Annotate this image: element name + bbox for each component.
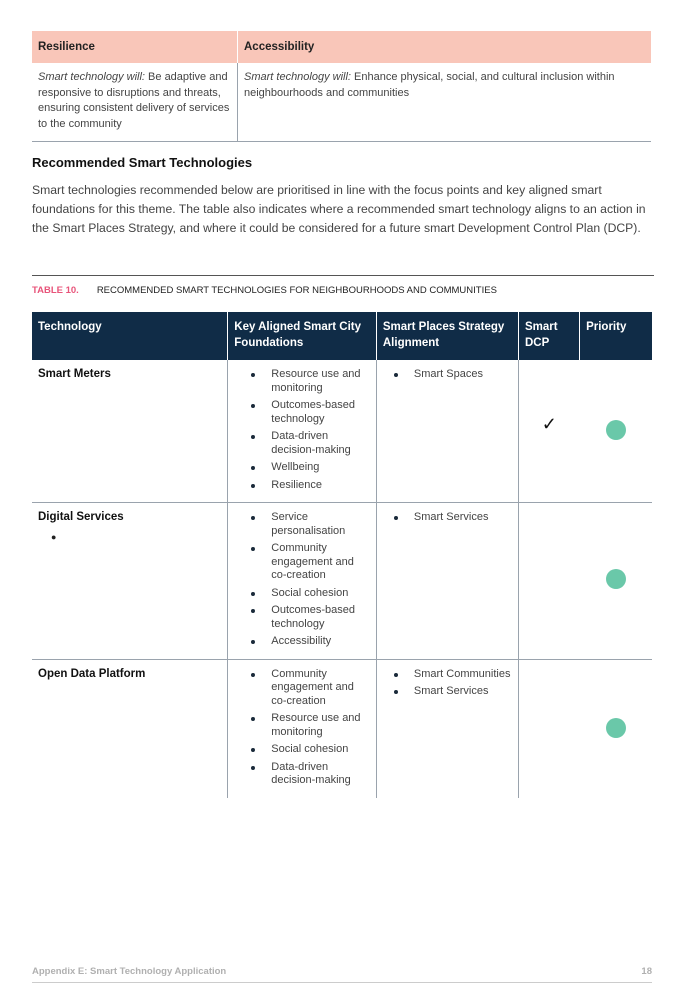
- focus-header-accessibility: Accessibility: [238, 31, 652, 63]
- list-item: Community engagement and co-creation: [234, 668, 370, 709]
- header-dcp: Smart DCP: [518, 312, 579, 360]
- list-item: Community engagement and co-creation: [234, 542, 370, 583]
- list-item: Smart Services: [383, 685, 512, 699]
- technology-cell: [32, 503, 228, 660]
- focus-text: Be adaptive and responsive to disruptions and threats, ensuring consistent delivery of services to the community: [38, 71, 230, 130]
- table-number: TABLE 10.: [32, 285, 79, 296]
- caption-divider: [32, 275, 654, 276]
- technology-name: Digital Services: [38, 511, 124, 523]
- foundations-cell: [228, 503, 377, 660]
- alignment-cell: [376, 659, 518, 798]
- footer-section-label: Appendix E: Smart Technology Application: [32, 966, 227, 977]
- table-caption: [32, 285, 497, 296]
- priority-dot-icon: [606, 420, 626, 440]
- list-item: Outcomes-based technology: [234, 399, 370, 426]
- header-technology: Technology: [32, 312, 228, 360]
- table-row: [32, 360, 652, 503]
- checkmark-icon: ✓: [541, 414, 557, 434]
- priority-dot-icon: [606, 718, 626, 738]
- table-row: [32, 503, 652, 660]
- list-item: Outcomes-based technology: [234, 604, 370, 631]
- alignment-list: [383, 368, 512, 382]
- focus-lead: Smart technology will:: [38, 71, 145, 83]
- list-item: Smart Spaces: [383, 368, 512, 382]
- technology-name: Smart Meters: [38, 368, 111, 380]
- foundations-cell: [228, 360, 377, 503]
- list-item: Smart Communities: [383, 668, 512, 682]
- list-item: Data-driven decision-making: [234, 430, 370, 457]
- table-row: [32, 659, 652, 798]
- alignment-cell: [376, 503, 518, 660]
- dcp-cell: [518, 659, 579, 798]
- footer-divider: [32, 982, 652, 983]
- list-item: Resource use and monitoring: [234, 712, 370, 739]
- table-title: RECOMMENDED SMART TECHNOLOGIES FOR NEIGHBOURHOODS AND COMMUNITIES: [96, 285, 497, 296]
- technology-cell: [32, 659, 228, 798]
- page-number: 18: [641, 966, 652, 977]
- technologies-table: [32, 312, 652, 798]
- dcp-cell: [518, 503, 579, 660]
- list-item: Data-driven decision-making: [234, 761, 370, 788]
- list-item: Resource use and monitoring: [234, 368, 370, 395]
- header-priority: Priority: [580, 312, 652, 360]
- list-item: Service personalisation: [234, 511, 370, 538]
- focus-cell-accessibility: [238, 63, 652, 142]
- technology-cell: [32, 360, 228, 503]
- focus-text: Enhance physical, social, and cultural inclusion within neighbourhoods and communities: [244, 71, 615, 99]
- foundations-list: [234, 668, 370, 788]
- foundations-list: [234, 511, 370, 649]
- technology-name: Open Data Platform: [38, 667, 146, 680]
- alignment-list: [383, 668, 512, 699]
- list-item: Resilience: [234, 479, 370, 493]
- header-foundations: Key Aligned Smart City Foundations: [228, 312, 377, 360]
- list-item: Social cohesion: [234, 587, 370, 601]
- section-title: Recommended Smart Technologies: [32, 155, 253, 170]
- foundations-cell: [228, 659, 377, 798]
- priority-dot-icon: [606, 569, 626, 589]
- focus-table: [32, 31, 651, 142]
- list-item: Smart Services: [383, 511, 512, 525]
- alignment-list: [383, 511, 512, 525]
- foundations-list: [234, 368, 370, 492]
- priority-cell: [580, 503, 652, 660]
- focus-header-resilience: Resilience: [32, 31, 238, 63]
- focus-cell-resilience: [32, 63, 238, 142]
- list-item: Wellbeing: [234, 461, 370, 475]
- dcp-cell: [518, 360, 579, 503]
- list-item: Social cohesion: [234, 743, 370, 757]
- list-item: Accessibility: [234, 635, 370, 649]
- alignment-cell: [376, 360, 518, 503]
- focus-lead: Smart technology will:: [244, 71, 351, 83]
- header-alignment: Smart Places Strategy Alignment: [376, 312, 518, 360]
- priority-cell: [580, 659, 652, 798]
- intro-paragraph: Smart technologies recommended below are prioritised in line with the focus points and key aligned smart foundations for this theme. The table also indicates where a recommended smart technology aligns to an action in the Smart Places Strategy, and where it could be considered for a future smart Development Control Plan (DCP).: [32, 183, 646, 235]
- bullet-icon: ●: [51, 531, 57, 542]
- priority-cell: [580, 360, 652, 503]
- table-header-row: [32, 312, 652, 360]
